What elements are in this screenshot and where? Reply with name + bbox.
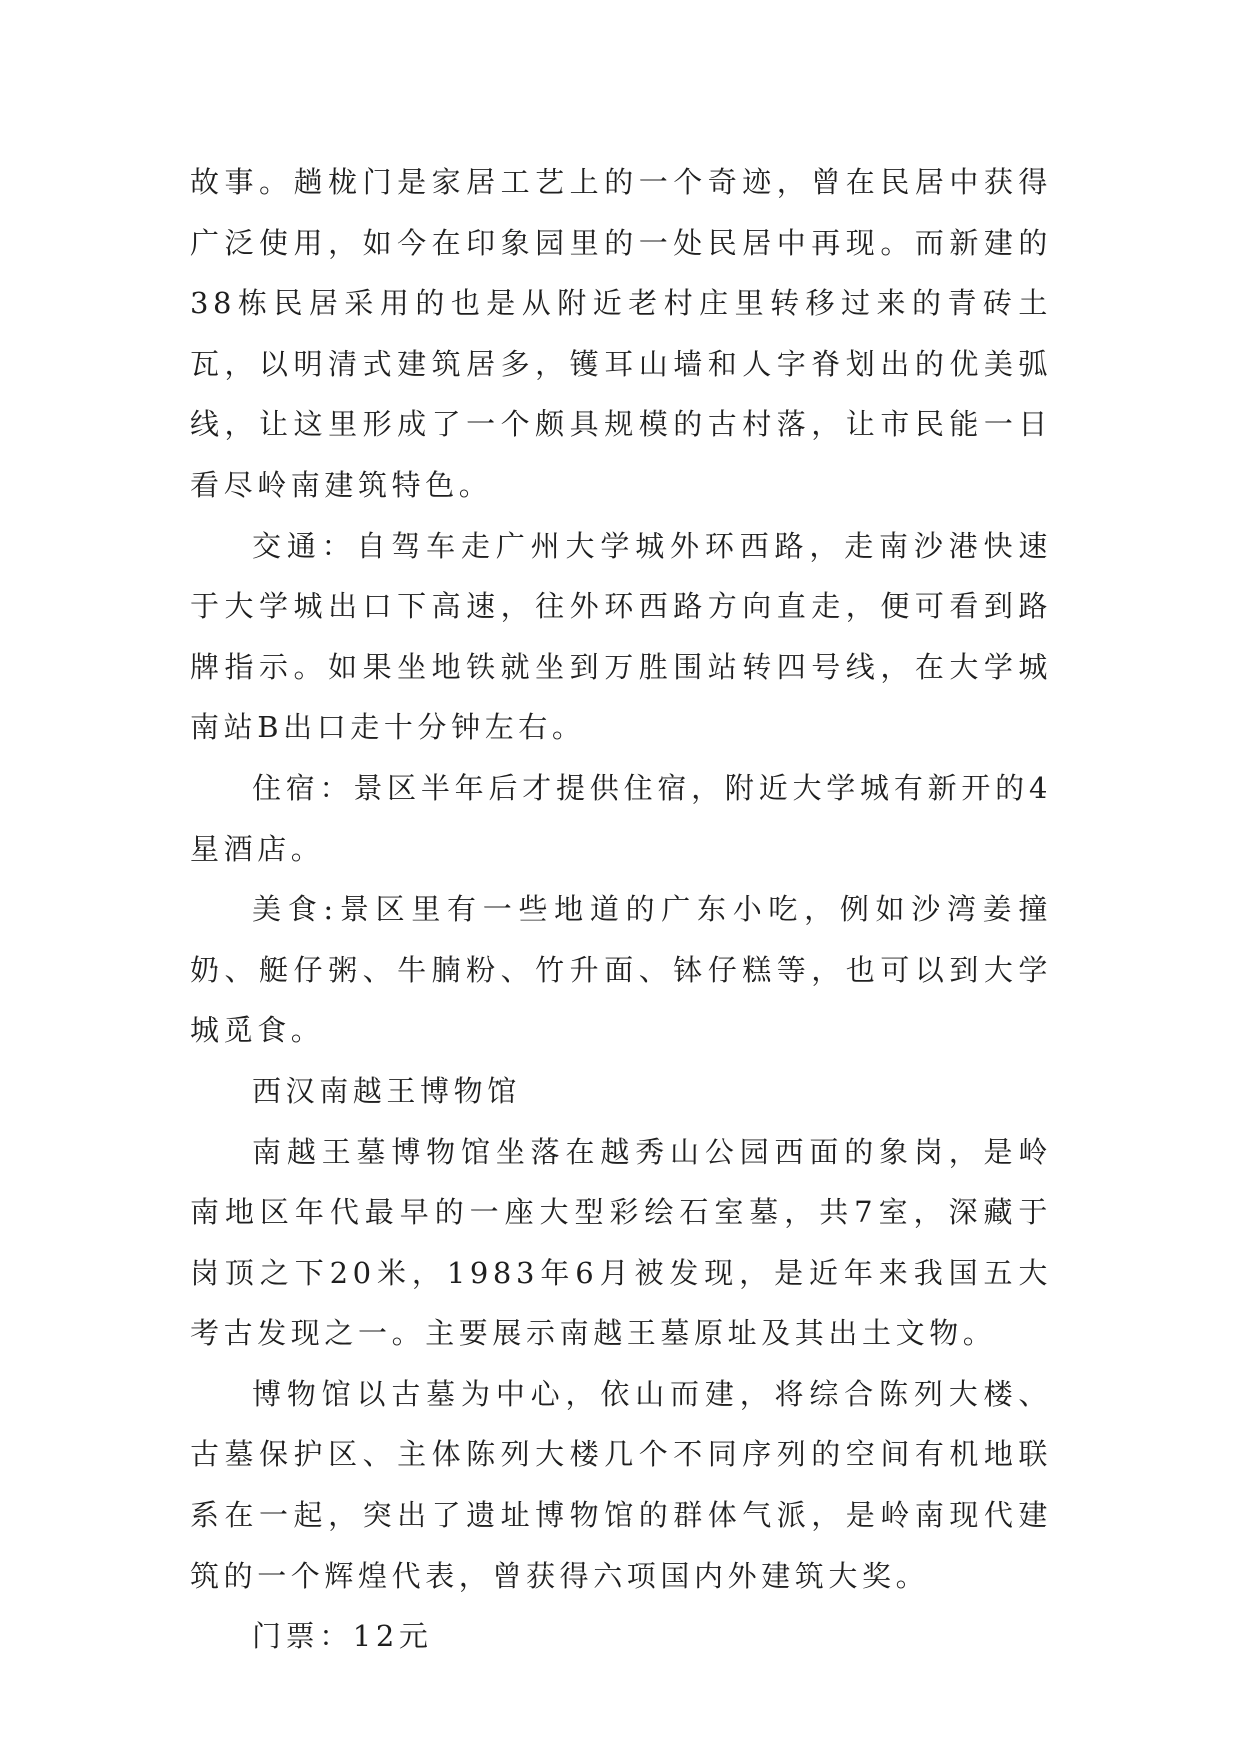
paragraph-museum-intro: 南越王墓博物馆坐落在越秀山公园西面的象岗，是岭南地区年代最早的一座大型彩绘石室墓，共7室，深藏于岗顶之下20米，1983年6月被发现，是近年来我国五大考古发现之一。主要展示南越王墓原址及其出土文物。: [190, 1134, 1052, 1351]
section-heading-museum: 西汉南越王博物馆: [252, 1073, 521, 1108]
paragraph-food: 美食:景区里有一些地道的广东小吃，例如沙湾姜撞奶、艇仔粥、牛腩粉、竹升面、钵仔糕等，也可以到大学城觅食。: [190, 892, 1052, 1048]
paragraph-accommodation: 住宿：景区半年后才提供住宿，附近大学城有新开的4星酒店。: [190, 770, 1052, 866]
paragraph-architecture-story: 故事。趟栊门是家居工艺上的一个奇迹，曾在民居中获得广泛使用，如今在印象园里的一处民居中再现。而新建的38栋民居采用的也是从附近老村庄里转移过来的青砖土瓦，以明清式建筑居多，镬耳山墙和人字脊划出的优美弧线，让这里形成了一个颇具规模的古村落，让市民能一日看尽岭南建筑特色。: [190, 165, 1052, 502]
paragraph-museum-architecture: 博物馆以古墓为中心，依山而建，将综合陈列大楼、古墓保护区、主体陈列大楼几个不同序列的空间有机地联系在一起，突出了遗址博物馆的群体气派，是岭南现代建筑的一个辉煌代表，曾获得六项国内外建筑大奖。: [190, 1376, 1052, 1593]
paragraph-ticket: 门票：12元: [252, 1619, 433, 1654]
document-page: [190, 152, 1052, 1667]
paragraph-transportation: 交通：自驾车走广州大学城外环西路，走南沙港快速于大学城出口下高速，往外环西路方向直走，便可看到路牌指示。如果坐地铁就坐到万胜围站转四号线，在大学城南站B出口走十分钟左右。: [190, 528, 1052, 745]
